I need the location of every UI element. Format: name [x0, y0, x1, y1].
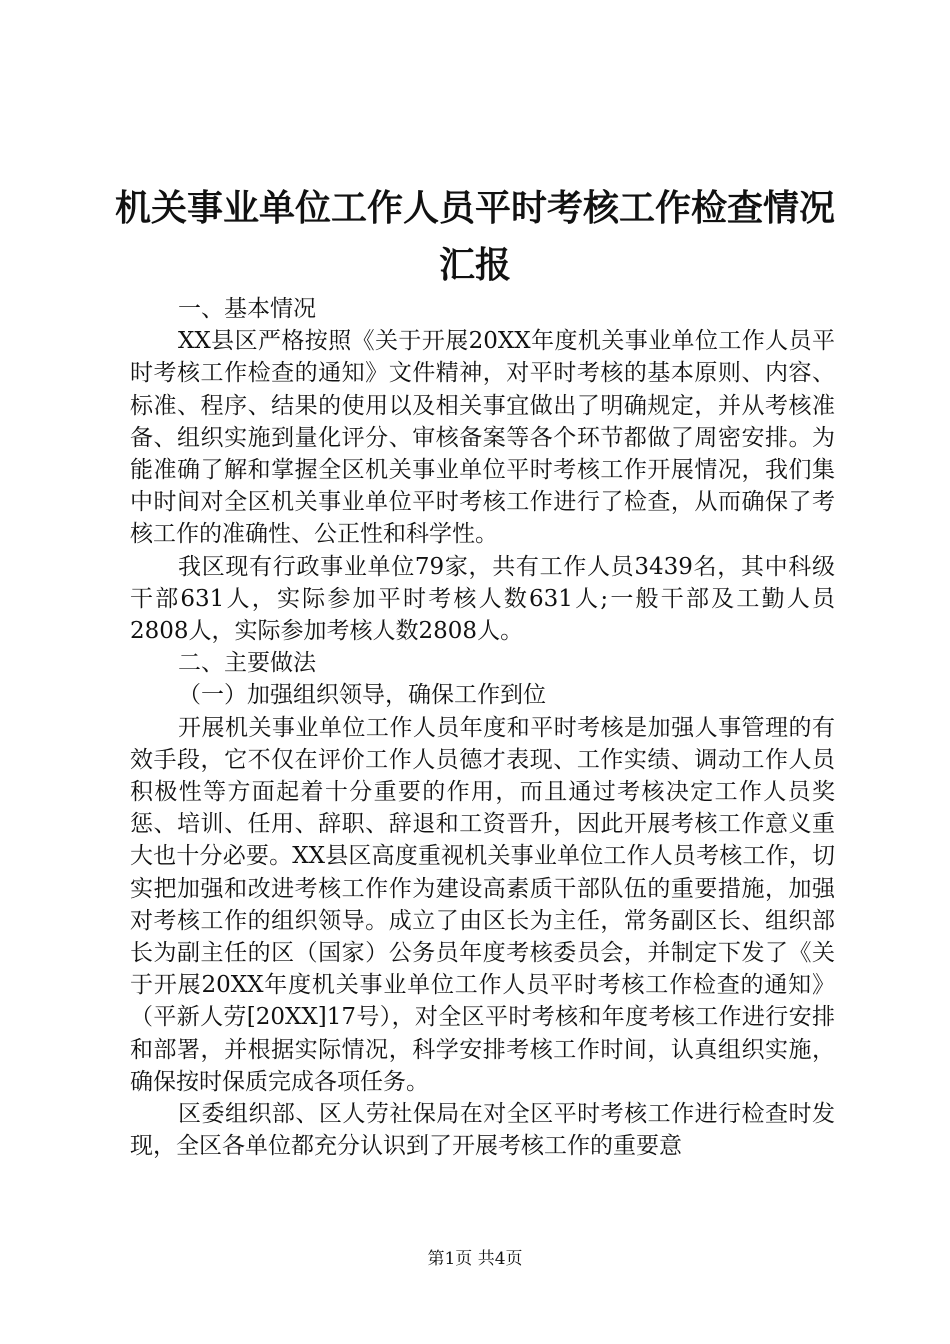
- paragraph: 开展机关事业单位工作人员年度和平时考核是加强人事管理的有效手段，它不仅在评价工作人员德才表现、工作实绩、调动工作人员积极性等方面起着十分重要的作用，而且通过考核决定工作人员奖惩、培训、任用、辞职、辞退和工资晋升，因此开展考核工作意义重大也十分必要。XX县区高度重视机关事业单位工作人员考核工作，切实把加强和改进考核工作作为建设高素质干部队伍的重要措施，加强对考核工作的组织领导。成立了由区长为主任，常务副区长、组织部长为副主任的区（国家）公务员年度考核委员会，并制定下发了《关于开展20XX年度机关事业单位工作人员平时考核工作检查的通知》（平新人劳[20XX]17号），对全区平时考核和年度考核工作进行安排和部署，并根据实际情况，科学安排考核工作时间，认真组织实施，确保按时保质完成各项任务。: [130, 714, 835, 1095]
- paragraph: 我区现有行政事业单位79家，共有工作人员3439名，其中科级干部631人，实际参加平时考核人数631人;一般干部及工勤人员2808人，实际参加考核人数2808人。: [130, 553, 835, 645]
- document-title-line-1: 机关事业单位工作人员平时考核工作检查情况: [114, 188, 835, 229]
- document-body: [130, 293, 835, 1162]
- paragraph: 区委组织部、区人劳社保局在对全区平时考核工作进行检查时发现，全区各单位都充分认识到了开展考核工作的重要意: [130, 1101, 835, 1160]
- section-heading-basic: 一、基本情况: [178, 296, 316, 322]
- document-title-line-2: 汇报: [438, 245, 511, 286]
- subsection-heading: （一）加强组织领导，确保工作到位: [178, 682, 546, 709]
- paragraph: XX县区严格按照《关于开展20XX年度机关事业单位工作人员平时考核工作检查的通知》文件精神，对平时考核的基本原则、内容、标准、程序、结果的使用以及相关事宜做出了明确规定，并从考核准备、组织实施到量化评分、审核备案等各个环节都做了周密安排。为能准确了解和掌握全区机关事业单位平时考核工作开展情况，我们集中时间对全区机关事业单位平时考核工作进行了检查，从而确保了考核工作的准确性、公正性和科学性。: [130, 328, 835, 548]
- page-number-footer: 第1页 共4页: [427, 1249, 523, 1269]
- section-heading-methods: 二、主要做法: [178, 650, 316, 677]
